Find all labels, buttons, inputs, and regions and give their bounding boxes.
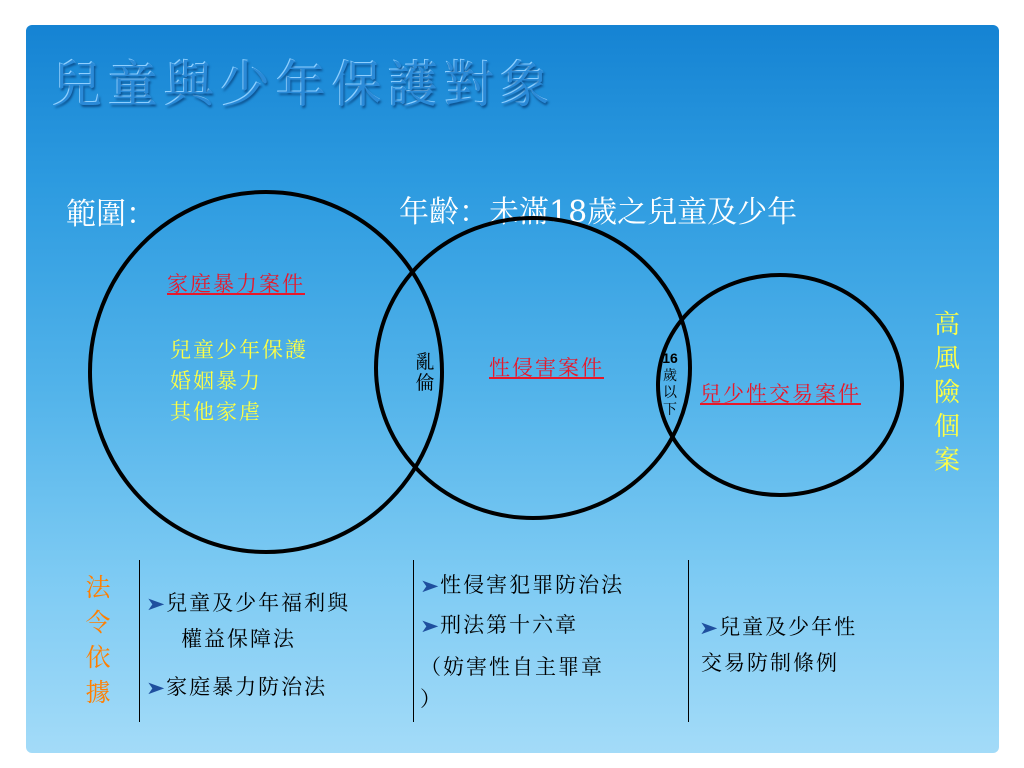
incest-label: 亂倫 — [415, 351, 435, 394]
law-criminal-code-note-end: ） — [420, 687, 443, 711]
age-range-text: 年齡：未滿18歲之兒童及少年 — [399, 195, 798, 230]
divider — [139, 560, 140, 722]
law-child-sex-trade: ➤兒童及少年性 — [701, 612, 857, 644]
law-child-welfare-cont: 權益保障法 — [181, 627, 296, 651]
family-violence-item: 其他家虐 — [170, 400, 262, 424]
arrow-bullet-icon: ➤ — [145, 678, 166, 699]
arrow-bullet-icon: ➤ — [145, 594, 166, 615]
law-criminal-code: ➤刑法第十六章 — [422, 610, 578, 642]
high-risk-label: 高風險個案 — [933, 310, 960, 476]
legal-basis-label: 法令依據 — [85, 573, 111, 707]
arrow-bullet-icon: ➤ — [419, 576, 440, 597]
divider — [413, 560, 414, 722]
arrow-bullet-icon: ➤ — [698, 618, 719, 639]
law-sexual-assault-prevention: ➤性侵害犯罪防治法 — [422, 570, 624, 602]
law-criminal-code-note: （妨害性自主罪章 — [420, 655, 604, 679]
family-violence-item: 兒童少年保護 — [170, 338, 308, 362]
arrow-bullet-icon: ➤ — [419, 616, 440, 637]
family-violence-item: 婚姻暴力 — [170, 369, 262, 393]
slide-title: 兒童與少年保護對象 — [52, 56, 556, 114]
age-suffix: 歲以下 — [663, 368, 677, 418]
under-16-label — [659, 350, 681, 419]
sexual-assault-heading: 性侵害案件 — [489, 356, 604, 380]
child-sex-trade-heading: 兒少性交易案件 — [700, 382, 861, 406]
law-child-sex-trade-cont: 交易防制條例 — [701, 651, 839, 675]
age-value: 16 — [662, 350, 678, 366]
divider — [688, 560, 689, 722]
law-child-welfare: ➤兒童及少年福利與 — [148, 588, 350, 620]
family-violence-circle — [90, 192, 442, 552]
scope-label: 範圍： — [66, 197, 156, 232]
family-violence-heading: 家庭暴力案件 — [167, 272, 305, 296]
law-domestic-violence: ➤家庭暴力防治法 — [148, 672, 327, 704]
